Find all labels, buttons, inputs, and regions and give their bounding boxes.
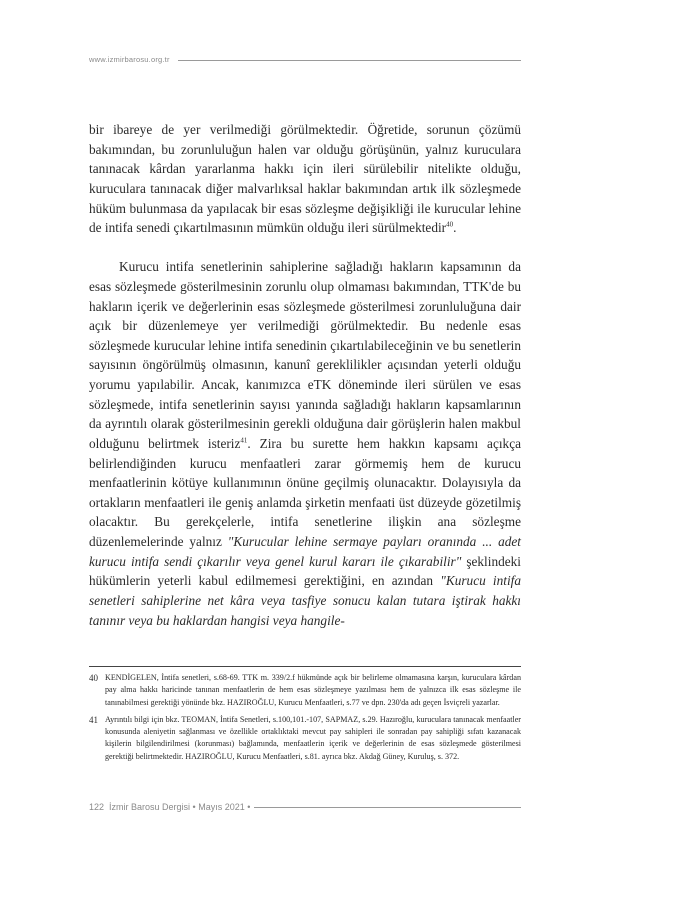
paragraph-2-text-c: şeklindeki hükümlerin yeterli kabul edilmemesi gerektiğini, en azından — [89, 553, 521, 589]
footnote-number: 41 — [89, 714, 98, 725]
page-number: 122 — [89, 802, 105, 812]
footnotes — [89, 672, 521, 768]
journal-name: İzmir Barosu Dergisi • Mayıs 2021 • — [109, 802, 251, 812]
quoted-clause-1: "Kurucular lehine sermaye payları oranında ... adet kurucu intifa sendi çıkarılır veya genel kurul kararı ile çıkarabilir" — [89, 534, 521, 569]
paragraph-1 — [89, 120, 521, 238]
body-text — [89, 120, 521, 630]
footnote-ref-41: 41 — [240, 436, 248, 445]
footnote-ref-40: 40 — [446, 220, 454, 229]
header-rule — [178, 60, 521, 61]
footnote-text: Ayrıntılı bilgi için bkz. TEOMAN, İntifa Senetleri, s.100,101.-107, SAPMAZ, s.29. Hazıroğlu, kuruculara tanınacak menfaatler konusunda aleniyetin sağlanması ve özellikle ortaklıktaki mevcut pay sahipleri ile sonradan pay sahipliği sıfatı kazanacak kişilerin bilgilendirilmesi (korunması) bağlamında, menfaatlerin içerik ve değerlerinin de esas sözleşmede gösterilmesi gerektiği belirtmektedir. HAZIROĞLU, Kurucu Menfaatleri, s.81. ayrıca bkz. Akdağ Güney, Kuruluş, s. 372. — [105, 714, 521, 761]
page-footer — [89, 799, 521, 815]
paragraph-2-text-b: . Zira bu surette hem hakkın kapsamı açıkça belirlendiğinden kurucu menfaatleri zarar görmemiş hem de kurucu menfaatlerinin kötüye kullanımının önüne geçilmiş olunacaktır. Dolayısıyla da ortakların menfaatleri ile geniş anlamda şirketin menfaati üst düzeyde gözetilmiş olacaktır. Bu gerekçelerle, intifa senetlerine ilişkin ana sözleşme düzenlemelerinde yalnız — [89, 435, 521, 550]
footnote-number: 40 — [89, 673, 98, 683]
quoted-clause-2: "Kurucu intifa senetleri sahiplerine net kâra veya tasfiye sonucu kalan tutara iştirak hakkı tanınır veya bu haklardan hangisi veya hangile- — [89, 573, 522, 628]
paragraph-2 — [89, 257, 521, 630]
paragraph-gap — [89, 238, 521, 258]
footnote-41 — [89, 714, 521, 763]
footnote-rule — [89, 666, 521, 667]
paragraph-1-end: . — [453, 220, 457, 236]
footer-rule — [254, 807, 521, 808]
paragraph-2-text-a: Kurucu intifa senetlerinin sahiplerine sağladığı hakların kapsamının da esas sözleşmede gösterilmesinin zorunlu olup olmaması bakımından, TTK'de bu hakların içerik ve değerlerinin esas sözleşmede gösterilmesi zorunluluğuna dair açık bir düzenlemeye yer verilmediği görülmektedir. Bu nedenle esas sözleşmede kurucular lehine intifa senedinin çıkartılabileceğinin ve bu senetlerin sayısının öngörülmüş olmasının, kanunî gereklilikler açısından yeterli olduğu yorumu yapılabilir. Ancak, kanımızca eTK döneminde ileri sürülen ve esas sözleşmede, intifa senetlerinin sayısı yanında sağladığı hakların kapsamlarının da ayrıntılı olarak gösterilmesinin gerekli olduğuna dair görüşlerin halen makbul olduğunu belirtmek isteriz — [89, 259, 521, 451]
header-url: www.izmirbarosu.org.tr — [89, 55, 170, 64]
footnote-40 — [89, 672, 521, 709]
footnote-text: KENDİGELEN, İntifa senetleri, s.68-69. TTK m. 339/2.f hükmünde açık bir belirleme olmamasına karşın, kuruculara kârdan pay alma hakkı haricinde tanınan menfaatlerin de hem esas sözleşmeye yazılması hem de yalnızca ilk esas sözleşme ile tanınabilmesi gerektiği yönünde bkz. HAZIROĞLU, Kurucu Menfaatleri, s.77 ve dpn. 230'da adı geçen İsviçreli yazarlar. — [105, 673, 521, 707]
paragraph-1-text: bir ibareye de yer verilmediği görülmektedir. Öğretide, sorunun çözümü bakımından, bu zorunluluğun halen var olduğu görüşünün, yalnız kuruculara tanınacak kârdan yararlanma hakkı için ileri sürülebilir nitelikte olduğu, kuruculara tanınacak diğer malvarlıksal haklar bakımından artık ilk sözleşmede hüküm bulunmasa da yapılacak bir esas sözleşme değişikliği ile kurucular lehine de intifa senedi çıkartılmasının mümkün olduğu ileri sürülmektedir — [89, 122, 521, 236]
